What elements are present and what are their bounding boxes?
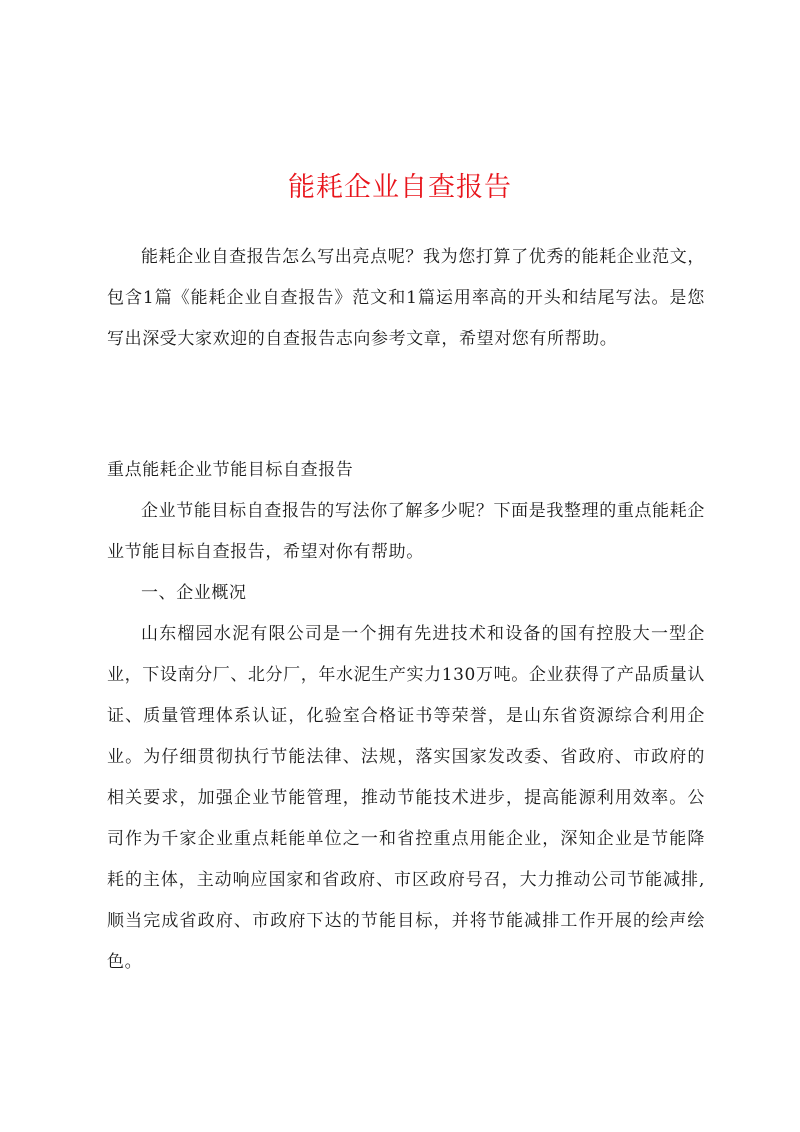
intro-paragraph: 能耗企业自查报告怎么写出亮点呢？我为您打算了优秀的能耗企业范文，包含1篇《能耗企业自查报告》范文和1篇运用率高的开头和结尾写法。是您写出深受大家欢迎的自查报告志向参考文章，希望对您有所帮助。 <box>107 247 705 349</box>
section-body <box>107 491 705 983</box>
body-paragraph-3: 山东榴园水泥有限公司是一个拥有先进技术和设备的国有控股大一型企业，下设南分厂、北分厂，年水泥生产实力130万吨。企业获得了产品质量认证、质量管理体系认证，化验室合格证书等荣誉，是山东省资源综合利用企业。为仔细贯彻执行节能法律、法规，落实国家发改委、省政府、市政府的相关要求，加强企业节能管理，推动节能技术进步，提高能源利用效率。公司作为千家企业重点耗能单位之一和省控重点用能企业，深知企业是节能降耗的主体，主动响应国家和省政府、市区政府号召，大力推动公司节能减排,顺当完成省政府、市政府下达的节能目标，并将节能减排工作开展的绘声绘色。 <box>107 624 705 972</box>
document-title: 能耗企业自查报告 <box>288 172 512 203</box>
body-paragraph-2: 一、企业概况 <box>141 583 247 603</box>
section-title: 重点能耗企业节能目标自查报告 <box>107 460 354 480</box>
body-paragraph-1: 企业节能目标自查报告的写法你了解多少呢？下面是我整理的重点能耗企业节能目标自查报告，希望对你有帮助。 <box>107 501 705 562</box>
intro-block <box>107 237 705 360</box>
